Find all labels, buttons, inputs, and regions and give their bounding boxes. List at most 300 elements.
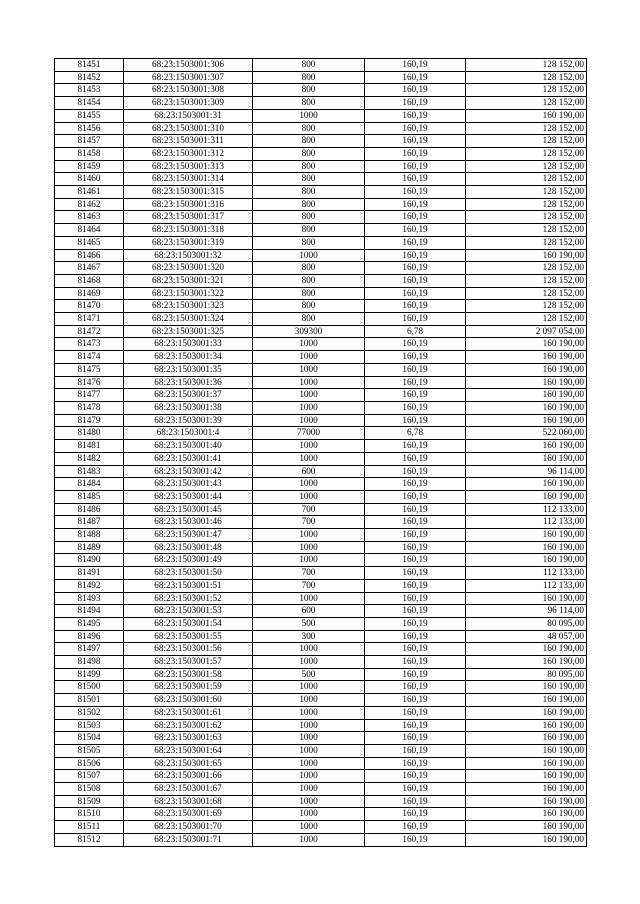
cadastral-number-cell: 68:23:1503001:61 xyxy=(124,706,253,719)
area-cell: 700 xyxy=(253,579,365,592)
cadastral-number-cell: 68:23:1503001:35 xyxy=(124,363,253,376)
cadastral-number-cell: 68:23:1503001:57 xyxy=(124,656,253,669)
area-cell: 1000 xyxy=(253,694,365,707)
value-cell: 128 152,00 xyxy=(466,274,587,287)
area-cell: 1000 xyxy=(253,376,365,389)
cadastral-number-cell: 68:23:1503001:307 xyxy=(124,71,253,84)
area-cell: 800 xyxy=(253,173,365,186)
rate-cell: 6,78 xyxy=(365,427,466,440)
area-cell: 1000 xyxy=(253,363,365,376)
cadastral-number-cell: 68:23:1503001:308 xyxy=(124,84,253,97)
row-number-cell: 81454 xyxy=(55,97,124,110)
area-cell: 1000 xyxy=(253,490,365,503)
area-cell: 1000 xyxy=(253,440,365,453)
rate-cell: 160,19 xyxy=(365,681,466,694)
cadastral-number-cell: 68:23:1503001:321 xyxy=(124,274,253,287)
cadastral-number-cell: 68:23:1503001:53 xyxy=(124,605,253,618)
row-number-cell: 81455 xyxy=(55,109,124,122)
value-cell: 160 190,00 xyxy=(466,554,587,567)
table-row xyxy=(55,186,587,199)
value-cell: 128 152,00 xyxy=(466,224,587,237)
row-number-cell: 81508 xyxy=(55,783,124,796)
area-cell: 700 xyxy=(253,567,365,580)
cadastral-number-cell: 68:23:1503001:315 xyxy=(124,186,253,199)
rate-cell: 160,19 xyxy=(365,236,466,249)
value-cell: 160 190,00 xyxy=(466,541,587,554)
row-number-cell: 81467 xyxy=(55,262,124,275)
cadastral-number-cell: 68:23:1503001:4 xyxy=(124,427,253,440)
value-cell: 160 190,00 xyxy=(466,109,587,122)
row-number-cell: 81474 xyxy=(55,351,124,364)
value-cell: 128 152,00 xyxy=(466,186,587,199)
rate-cell: 160,19 xyxy=(365,363,466,376)
area-cell: 700 xyxy=(253,516,365,529)
value-cell: 160 190,00 xyxy=(466,783,587,796)
row-number-cell: 81461 xyxy=(55,186,124,199)
table-row xyxy=(55,719,587,732)
row-number-cell: 81496 xyxy=(55,630,124,643)
table-row xyxy=(55,414,587,427)
row-number-cell: 81473 xyxy=(55,338,124,351)
table-row xyxy=(55,363,587,376)
row-number-cell: 81484 xyxy=(55,478,124,491)
value-cell: 128 152,00 xyxy=(466,147,587,160)
value-cell: 160 190,00 xyxy=(466,490,587,503)
table-row xyxy=(55,821,587,834)
value-cell: 80 095,00 xyxy=(466,617,587,630)
rate-cell: 160,19 xyxy=(365,160,466,173)
value-cell: 160 190,00 xyxy=(466,440,587,453)
rate-cell: 160,19 xyxy=(365,656,466,669)
value-cell: 522 060,00 xyxy=(466,427,587,440)
rate-cell: 160,19 xyxy=(365,770,466,783)
rate-cell: 160,19 xyxy=(365,592,466,605)
value-cell: 160 190,00 xyxy=(466,351,587,364)
table-row xyxy=(55,147,587,160)
value-cell: 160 190,00 xyxy=(466,795,587,808)
value-cell: 160 190,00 xyxy=(466,732,587,745)
area-cell: 700 xyxy=(253,503,365,516)
rate-cell: 160,19 xyxy=(365,186,466,199)
table-row xyxy=(55,694,587,707)
table-body xyxy=(55,59,587,847)
row-number-cell: 81464 xyxy=(55,224,124,237)
value-cell: 160 190,00 xyxy=(466,249,587,262)
row-number-cell: 81481 xyxy=(55,440,124,453)
table-row xyxy=(55,338,587,351)
area-cell: 500 xyxy=(253,617,365,630)
area-cell: 1000 xyxy=(253,338,365,351)
area-cell: 800 xyxy=(253,198,365,211)
table-row xyxy=(55,630,587,643)
table-row xyxy=(55,541,587,554)
cadastral-number-cell: 68:23:1503001:68 xyxy=(124,795,253,808)
cadastral-number-cell: 68:23:1503001:40 xyxy=(124,440,253,453)
value-cell: 160 190,00 xyxy=(466,821,587,834)
row-number-cell: 81507 xyxy=(55,770,124,783)
row-number-cell: 81482 xyxy=(55,452,124,465)
table-row xyxy=(55,795,587,808)
rate-cell: 160,19 xyxy=(365,122,466,135)
rate-cell: 160,19 xyxy=(365,71,466,84)
value-cell: 96 114,00 xyxy=(466,465,587,478)
value-cell: 128 152,00 xyxy=(466,198,587,211)
cadastral-number-cell: 68:23:1503001:65 xyxy=(124,757,253,770)
area-cell: 1000 xyxy=(253,478,365,491)
rate-cell: 160,19 xyxy=(365,732,466,745)
cadastral-number-cell: 68:23:1503001:41 xyxy=(124,452,253,465)
row-number-cell: 81495 xyxy=(55,617,124,630)
rate-cell: 160,19 xyxy=(365,503,466,516)
area-cell: 1000 xyxy=(253,795,365,808)
value-cell: 128 152,00 xyxy=(466,84,587,97)
rate-cell: 160,19 xyxy=(365,554,466,567)
cadastral-number-cell: 68:23:1503001:320 xyxy=(124,262,253,275)
value-cell: 128 152,00 xyxy=(466,135,587,148)
value-cell: 160 190,00 xyxy=(466,529,587,542)
row-number-cell: 81493 xyxy=(55,592,124,605)
table-row xyxy=(55,465,587,478)
row-number-cell: 81466 xyxy=(55,249,124,262)
cadastral-number-cell: 68:23:1503001:56 xyxy=(124,643,253,656)
cadastral-number-cell: 68:23:1503001:37 xyxy=(124,389,253,402)
cadastral-number-cell: 68:23:1503001:324 xyxy=(124,313,253,326)
rate-cell: 160,19 xyxy=(365,440,466,453)
area-cell: 800 xyxy=(253,300,365,313)
row-number-cell: 81498 xyxy=(55,656,124,669)
table-row xyxy=(55,605,587,618)
row-number-cell: 81478 xyxy=(55,401,124,414)
rate-cell: 160,19 xyxy=(365,643,466,656)
row-number-cell: 81504 xyxy=(55,732,124,745)
table-row xyxy=(55,224,587,237)
area-cell: 1000 xyxy=(253,541,365,554)
table-row xyxy=(55,833,587,846)
rate-cell: 160,19 xyxy=(365,351,466,364)
cadastral-number-cell: 68:23:1503001:45 xyxy=(124,503,253,516)
area-cell: 1000 xyxy=(253,529,365,542)
table-row xyxy=(55,452,587,465)
table-row xyxy=(55,490,587,503)
table-row xyxy=(55,300,587,313)
value-cell: 112 133,00 xyxy=(466,516,587,529)
rate-cell: 160,19 xyxy=(365,744,466,757)
value-cell: 128 152,00 xyxy=(466,236,587,249)
rate-cell: 160,19 xyxy=(365,135,466,148)
rate-cell: 160,19 xyxy=(365,211,466,224)
cadastral-number-cell: 68:23:1503001:69 xyxy=(124,808,253,821)
cadastral-number-cell: 68:23:1503001:66 xyxy=(124,770,253,783)
row-number-cell: 81452 xyxy=(55,71,124,84)
rate-cell: 160,19 xyxy=(365,795,466,808)
value-cell: 160 190,00 xyxy=(466,401,587,414)
table-row xyxy=(55,401,587,414)
value-cell: 160 190,00 xyxy=(466,719,587,732)
table-row xyxy=(55,173,587,186)
row-number-cell: 81483 xyxy=(55,465,124,478)
rate-cell: 160,19 xyxy=(365,84,466,97)
value-cell: 160 190,00 xyxy=(466,808,587,821)
value-cell: 128 152,00 xyxy=(466,122,587,135)
rate-cell: 160,19 xyxy=(365,313,466,326)
table-row xyxy=(55,376,587,389)
value-cell: 160 190,00 xyxy=(466,338,587,351)
value-cell: 112 133,00 xyxy=(466,503,587,516)
area-cell: 1000 xyxy=(253,770,365,783)
cadastral-number-cell: 68:23:1503001:62 xyxy=(124,719,253,732)
rate-cell: 160,19 xyxy=(365,147,466,160)
value-cell: 160 190,00 xyxy=(466,389,587,402)
value-cell: 112 133,00 xyxy=(466,567,587,580)
rate-cell: 160,19 xyxy=(365,389,466,402)
table-row xyxy=(55,427,587,440)
area-cell: 309300 xyxy=(253,325,365,338)
table-row xyxy=(55,287,587,300)
cadastral-number-cell: 68:23:1503001:60 xyxy=(124,694,253,707)
rate-cell: 160,19 xyxy=(365,287,466,300)
rate-cell: 160,19 xyxy=(365,478,466,491)
cadastral-number-cell: 68:23:1503001:47 xyxy=(124,529,253,542)
table-row xyxy=(55,389,587,402)
value-cell: 128 152,00 xyxy=(466,313,587,326)
table-row xyxy=(55,84,587,97)
value-cell: 128 152,00 xyxy=(466,71,587,84)
cadastral-number-cell: 68:23:1503001:54 xyxy=(124,617,253,630)
table-row xyxy=(55,643,587,656)
row-number-cell: 81472 xyxy=(55,325,124,338)
table-row xyxy=(55,579,587,592)
row-number-cell: 81490 xyxy=(55,554,124,567)
table-row xyxy=(55,478,587,491)
cadastral-number-cell: 68:23:1503001:42 xyxy=(124,465,253,478)
row-number-cell: 81494 xyxy=(55,605,124,618)
cadastral-number-cell: 68:23:1503001:316 xyxy=(124,198,253,211)
rate-cell: 160,19 xyxy=(365,529,466,542)
value-cell: 160 190,00 xyxy=(466,376,587,389)
rate-cell: 160,19 xyxy=(365,173,466,186)
area-cell: 1000 xyxy=(253,656,365,669)
area-cell: 1000 xyxy=(253,783,365,796)
row-number-cell: 81510 xyxy=(55,808,124,821)
rate-cell: 160,19 xyxy=(365,757,466,770)
table-row xyxy=(55,757,587,770)
rate-cell: 160,19 xyxy=(365,808,466,821)
rate-cell: 160,19 xyxy=(365,262,466,275)
row-number-cell: 81475 xyxy=(55,363,124,376)
row-number-cell: 81453 xyxy=(55,84,124,97)
row-number-cell: 81479 xyxy=(55,414,124,427)
rate-cell: 160,19 xyxy=(365,630,466,643)
value-cell: 48 057,00 xyxy=(466,630,587,643)
cadastral-number-cell: 68:23:1503001:43 xyxy=(124,478,253,491)
rate-cell: 160,19 xyxy=(365,490,466,503)
area-cell: 600 xyxy=(253,605,365,618)
row-number-cell: 81463 xyxy=(55,211,124,224)
rate-cell: 160,19 xyxy=(365,452,466,465)
table-row xyxy=(55,71,587,84)
row-number-cell: 81470 xyxy=(55,300,124,313)
area-cell: 800 xyxy=(253,147,365,160)
rate-cell: 160,19 xyxy=(365,719,466,732)
value-cell: 80 095,00 xyxy=(466,668,587,681)
cadastral-number-cell: 68:23:1503001:319 xyxy=(124,236,253,249)
area-cell: 600 xyxy=(253,465,365,478)
area-cell: 800 xyxy=(253,135,365,148)
rate-cell: 160,19 xyxy=(365,414,466,427)
rate-cell: 160,19 xyxy=(365,97,466,110)
table-row xyxy=(55,516,587,529)
table-row xyxy=(55,59,587,72)
value-cell: 160 190,00 xyxy=(466,681,587,694)
rate-cell: 160,19 xyxy=(365,567,466,580)
rate-cell: 160,19 xyxy=(365,516,466,529)
row-number-cell: 81476 xyxy=(55,376,124,389)
table-row xyxy=(55,198,587,211)
table-row xyxy=(55,160,587,173)
cadastral-number-cell: 68:23:1503001:49 xyxy=(124,554,253,567)
cadastral-number-cell: 68:23:1503001:70 xyxy=(124,821,253,834)
area-cell: 1000 xyxy=(253,833,365,846)
cadastral-number-cell: 68:23:1503001:314 xyxy=(124,173,253,186)
cadastral-number-cell: 68:23:1503001:71 xyxy=(124,833,253,846)
area-cell: 1000 xyxy=(253,643,365,656)
rate-cell: 160,19 xyxy=(365,821,466,834)
row-number-cell: 81480 xyxy=(55,427,124,440)
table-row xyxy=(55,529,587,542)
row-number-cell: 81512 xyxy=(55,833,124,846)
table-row xyxy=(55,313,587,326)
row-number-cell: 81492 xyxy=(55,579,124,592)
table-row xyxy=(55,554,587,567)
row-number-cell: 81462 xyxy=(55,198,124,211)
cadastral-number-cell: 68:23:1503001:306 xyxy=(124,59,253,72)
rate-cell: 160,19 xyxy=(365,617,466,630)
table-row xyxy=(55,567,587,580)
rate-cell: 160,19 xyxy=(365,465,466,478)
rate-cell: 160,19 xyxy=(365,376,466,389)
cadastral-number-cell: 68:23:1503001:67 xyxy=(124,783,253,796)
row-number-cell: 81487 xyxy=(55,516,124,529)
cadastral-number-cell: 68:23:1503001:39 xyxy=(124,414,253,427)
cadastral-number-cell: 68:23:1503001:31 xyxy=(124,109,253,122)
table-row xyxy=(55,122,587,135)
value-cell: 128 152,00 xyxy=(466,97,587,110)
area-cell: 800 xyxy=(253,59,365,72)
area-cell: 1000 xyxy=(253,401,365,414)
row-number-cell: 81457 xyxy=(55,135,124,148)
cadastral-number-cell: 68:23:1503001:51 xyxy=(124,579,253,592)
row-number-cell: 81469 xyxy=(55,287,124,300)
row-number-cell: 81477 xyxy=(55,389,124,402)
table-row xyxy=(55,325,587,338)
value-cell: 160 190,00 xyxy=(466,833,587,846)
area-cell: 800 xyxy=(253,287,365,300)
area-cell: 800 xyxy=(253,211,365,224)
area-cell: 1000 xyxy=(253,808,365,821)
area-cell: 800 xyxy=(253,160,365,173)
cadastral-number-cell: 68:23:1503001:325 xyxy=(124,325,253,338)
area-cell: 1000 xyxy=(253,706,365,719)
row-number-cell: 81511 xyxy=(55,821,124,834)
value-cell: 2 097 054,00 xyxy=(466,325,587,338)
row-number-cell: 81488 xyxy=(55,529,124,542)
cadastral-number-cell: 68:23:1503001:64 xyxy=(124,744,253,757)
value-cell: 128 152,00 xyxy=(466,173,587,186)
table-row xyxy=(55,503,587,516)
table-row xyxy=(55,440,587,453)
row-number-cell: 81486 xyxy=(55,503,124,516)
table-row xyxy=(55,668,587,681)
cadastral-number-cell: 68:23:1503001:317 xyxy=(124,211,253,224)
table-row xyxy=(55,656,587,669)
value-cell: 96 114,00 xyxy=(466,605,587,618)
row-number-cell: 81500 xyxy=(55,681,124,694)
value-cell: 112 133,00 xyxy=(466,579,587,592)
area-cell: 1000 xyxy=(253,414,365,427)
cadastral-number-cell: 68:23:1503001:313 xyxy=(124,160,253,173)
table-row xyxy=(55,262,587,275)
area-cell: 1000 xyxy=(253,554,365,567)
value-cell: 160 190,00 xyxy=(466,478,587,491)
row-number-cell: 81465 xyxy=(55,236,124,249)
cadastral-number-cell: 68:23:1503001:46 xyxy=(124,516,253,529)
row-number-cell: 81503 xyxy=(55,719,124,732)
cadastral-number-cell: 68:23:1503001:323 xyxy=(124,300,253,313)
row-number-cell: 81485 xyxy=(55,490,124,503)
area-cell: 800 xyxy=(253,186,365,199)
table-row xyxy=(55,681,587,694)
row-number-cell: 81451 xyxy=(55,59,124,72)
value-cell: 160 190,00 xyxy=(466,452,587,465)
row-number-cell: 81458 xyxy=(55,147,124,160)
value-cell: 128 152,00 xyxy=(466,59,587,72)
rate-cell: 160,19 xyxy=(365,706,466,719)
row-number-cell: 81471 xyxy=(55,313,124,326)
area-cell: 1000 xyxy=(253,452,365,465)
cadastral-number-cell: 68:23:1503001:38 xyxy=(124,401,253,414)
cadastral-number-cell: 68:23:1503001:36 xyxy=(124,376,253,389)
cadastral-number-cell: 68:23:1503001:58 xyxy=(124,668,253,681)
rate-cell: 160,19 xyxy=(365,668,466,681)
rate-cell: 160,19 xyxy=(365,605,466,618)
cadastral-number-cell: 68:23:1503001:33 xyxy=(124,338,253,351)
area-cell: 800 xyxy=(253,224,365,237)
area-cell: 1000 xyxy=(253,719,365,732)
rate-cell: 160,19 xyxy=(365,198,466,211)
table-row xyxy=(55,770,587,783)
row-number-cell: 81509 xyxy=(55,795,124,808)
table-row xyxy=(55,744,587,757)
value-cell: 160 190,00 xyxy=(466,363,587,376)
value-cell: 128 152,00 xyxy=(466,287,587,300)
cadastral-number-cell: 68:23:1503001:55 xyxy=(124,630,253,643)
rate-cell: 160,19 xyxy=(365,109,466,122)
value-cell: 160 190,00 xyxy=(466,414,587,427)
row-number-cell: 81459 xyxy=(55,160,124,173)
area-cell: 800 xyxy=(253,274,365,287)
rate-cell: 160,19 xyxy=(365,833,466,846)
row-number-cell: 81468 xyxy=(55,274,124,287)
value-cell: 160 190,00 xyxy=(466,770,587,783)
area-cell: 800 xyxy=(253,84,365,97)
row-number-cell: 81489 xyxy=(55,541,124,554)
table-row xyxy=(55,135,587,148)
rate-cell: 160,19 xyxy=(365,224,466,237)
value-cell: 128 152,00 xyxy=(466,262,587,275)
table-row xyxy=(55,617,587,630)
table-row xyxy=(55,249,587,262)
table-row xyxy=(55,236,587,249)
